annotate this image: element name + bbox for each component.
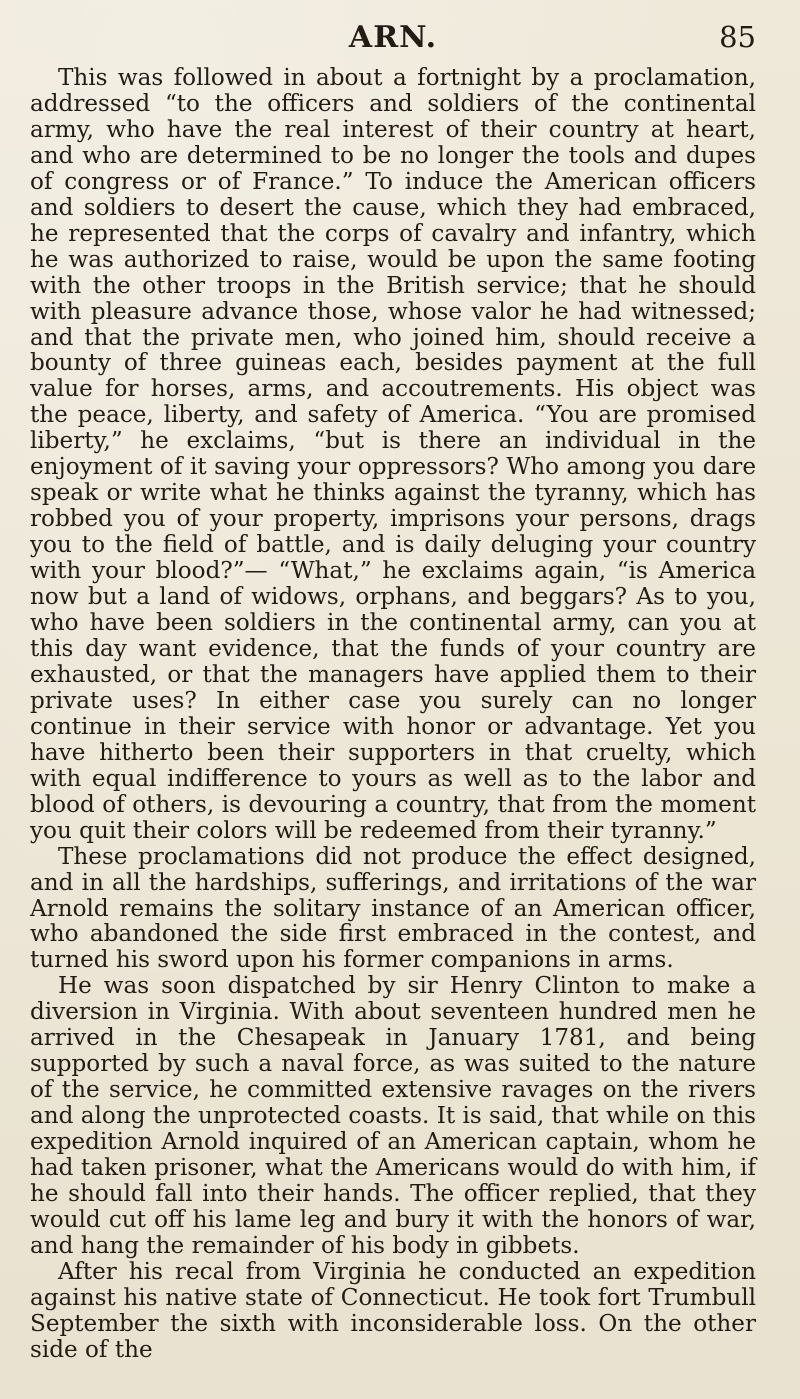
page-number: 85 <box>719 20 756 54</box>
running-head <box>30 14 756 66</box>
paragraph-proclamation: This was followed in about a fortnight by a proclamation, addressed “to the officers and soldiers of the continental army, who have the real interest of their country at heart, and who are determined to be no longer the tools and dupes of congress or of France.” To induce the American officers and soldiers to desert the cause, which they had embraced, he represented that the corps of cavalry and infantry, which he was authorized to raise, would be upon the same footing with the other troops in the British service; that he should with pleasure advance those, whose valor he had witnessed; and that the private men, who joined him, should receive a bounty of three guineas each, besides payment at the full value for horses, arms, and accoutrements. His object was the peace, liberty, and safety of America. “You are promised liberty,” he exclaims, “but is there an individual in the enjoyment of it saving your oppressors? Who among you dare speak or write what he thinks against the tyranny, which has robbed you of your property, imprisons your persons, drags you to the field of battle, and is daily deluging your country with your blood?”— “What,” he exclaims again, “is America now but a land of widows, orphans, and beggars? As to you, who have been soldiers in the continental army, can you at this day want evidence, that the funds of your country are exhausted, or that the managers have applied them to their private uses? In either case you surely can no longer continue in their service with honor or advantage. Yet you have hitherto been their supporters in that cruelty, which with equal indifference to yours as well as to the labor and blood of others, is devouring a country, that from the moment you quit their colors will be redeemed from their tyranny.” <box>30 65 756 844</box>
running-title: ARN. <box>348 20 438 55</box>
paragraph-effect: These proclamations did not produce the effect designed, and in all the hardships, sufferings, and irritations of the war Arnold remains the solitary instance of an American officer, who abandoned the side first embraced in the contest, and turned his sword upon his former companions in arms. <box>30 843 756 974</box>
paragraph-connecticut: After his recal from Virginia he conducted an expedition against his native state of Connecticut. He took fort Trumbull September the sixth with inconsiderable loss. On the other side of the <box>30 1258 756 1363</box>
body-text <box>30 66 756 1364</box>
paragraph-virginia: He was soon dispatched by sir Henry Clinton to make a diversion in Virginia. With about seventeen hundred men he arrived in the Chesapeak in January 1781, and being supported by such a naval force, as was suited to the nature of the service, he committed extensive ravages on the rivers and along the unprotected coasts. It is said, that while on this expedition Arnold inquired of an American captain, whom he had taken prisoner, what the Americans would do with him, if he should fall into their hands. The officer replied, that they would cut off his lame leg and bury it with the honors of war, and hang the remainder of his body in gibbets. <box>30 973 756 1259</box>
